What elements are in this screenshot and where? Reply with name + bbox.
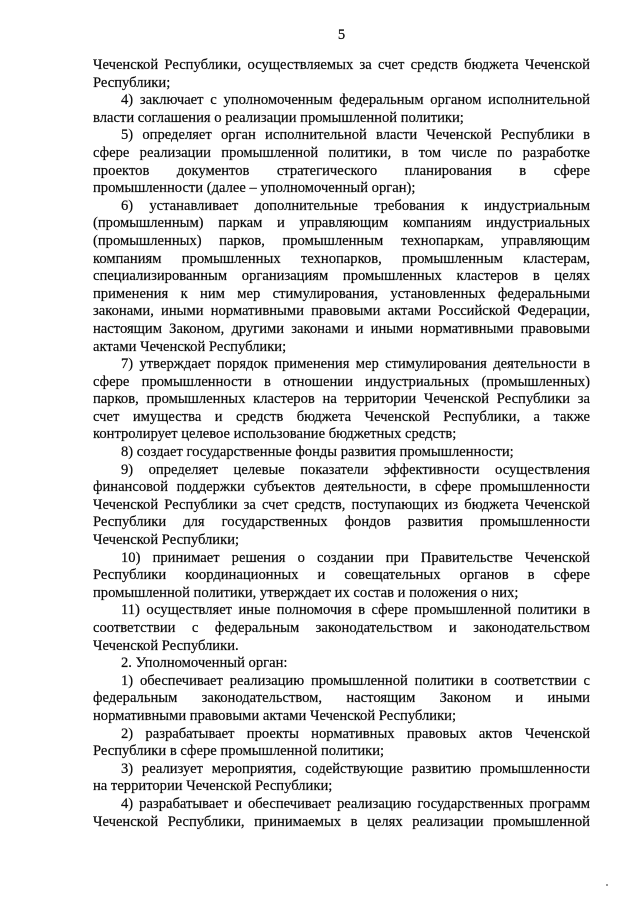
paragraph — [93, 57, 590, 92]
text-line: законами, иными нормативными правовыми актами Российской Федерации, — [93, 303, 590, 320]
text-line: промышленности (далее – уполномоченный орган); — [93, 180, 416, 197]
text-line: 5) определяет орган исполнительной власти Чеченской Республики в — [121, 127, 590, 144]
text-line: промышленной политики, утверждает их состав и положения о них; — [93, 584, 519, 601]
text-line: проектов документов стратегического планирования в сфере — [93, 162, 590, 179]
paragraph — [93, 761, 590, 796]
paragraph — [93, 602, 590, 655]
paragraph — [93, 92, 590, 127]
text-line: Чеченской Республики, осуществляемых за счет средств бюджета Чеченской — [93, 57, 590, 73]
paragraph — [93, 198, 590, 356]
page-number: 5 — [337, 27, 346, 43]
text-line: сфере промышленности в отношении индустриальных (промышленных) — [93, 373, 590, 390]
paragraph — [93, 796, 590, 831]
text-line: Чеченской Республики, принимаемых в целях реализации промышленной — [93, 813, 590, 830]
paragraph — [93, 726, 590, 761]
body-text — [93, 57, 590, 831]
text-line: контролирует целевое использование бюджетных средств; — [93, 426, 457, 443]
text-line: 10) принимает решения о создании при Правительстве Чеченской — [121, 549, 590, 566]
text-line: 4) заключает с уполномоченным федеральным органом исполнительной — [121, 92, 590, 109]
text-line: актами Чеченской Республики; — [93, 338, 287, 355]
text-line: применения к ним мер стимулирования, установленных федеральными — [93, 285, 590, 302]
text-line: 2. Уполномоченный орган: — [121, 655, 288, 672]
text-line: парков, промышленных кластеров на территории Чеченской Республики за — [93, 391, 590, 408]
text-line: настоящим Законом, другими законами и иными нормативными правовыми — [93, 320, 590, 337]
text-line: Республики для государственных фондов развития промышленности — [93, 514, 590, 531]
text-line: на территории Чеченской Республики; — [93, 778, 333, 795]
text-line: Чеченской Республики. — [93, 637, 239, 654]
paragraph — [93, 550, 590, 603]
scan-speck — [606, 884, 608, 886]
paragraph — [93, 127, 590, 197]
text-line: 6) устанавливает дополнительные требования к индустриальным — [121, 197, 590, 214]
text-line: 9) определяет целевые показатели эффективности осуществления — [121, 461, 590, 478]
text-line: Чеченской Республики; — [93, 532, 240, 549]
paragraph — [93, 655, 590, 673]
text-line: 3) реализует мероприятия, содействующие развитию промышленности — [121, 760, 590, 777]
text-line: 2) разрабатывает проекты нормативных правовых актов Чеченской — [121, 725, 590, 742]
paragraph — [93, 673, 590, 726]
text-line: 7) утверждает порядок применения мер стимулирования деятельности в — [121, 356, 590, 373]
text-line: (промышленных) парков, промышленным технопаркам, управляющим — [93, 232, 590, 249]
text-line: Республики в сфере промышленной политики; — [93, 743, 385, 760]
paragraph — [93, 444, 590, 462]
text-line: специализированным организациям промышленных кластеров в целях — [93, 268, 590, 285]
text-line: финансовой поддержки субъектов деятельности, в сфере промышленности — [93, 479, 590, 496]
text-line: Чеченской Республики за счет средств, поступающих из бюджета Чеченской — [93, 496, 590, 513]
text-line: 11) осуществляет иные полномочия в сфере промышленной политики в — [121, 602, 590, 619]
text-line: 8) создает государственные фонды развития промышленности; — [121, 444, 514, 461]
text-line: сфере реализации промышленной политики, в том числе по разработке — [93, 144, 590, 161]
text-line: счет имущества и средств бюджета Чеченской Республики, а также — [93, 408, 590, 425]
paragraph — [93, 356, 590, 444]
text-line: компаниям промышленных технопарков, промышленным кластерам, — [93, 250, 590, 267]
text-line: Республики координационных и совещательных органов в сфере — [93, 567, 590, 584]
paragraph — [93, 462, 590, 550]
text-line: власти соглашения о реализации промышленной политики; — [93, 109, 464, 126]
text-line: (промышленным) паркам и управляющим компаниям индустриальных — [93, 215, 590, 232]
text-line: нормативными правовыми актами Чеченской Республики; — [93, 707, 457, 724]
text-line: 1) обеспечивает реализацию промышленной политики в соответствии с — [121, 672, 590, 689]
text-line: 4) разрабатывает и обеспечивает реализацию государственных программ — [121, 795, 590, 812]
text-line: соответствии с федеральным законодательством и законодательством — [93, 620, 590, 636]
text-line: федеральным законодательством, настоящим Законом и иными — [93, 690, 590, 707]
text-line: Республики; — [93, 74, 171, 91]
